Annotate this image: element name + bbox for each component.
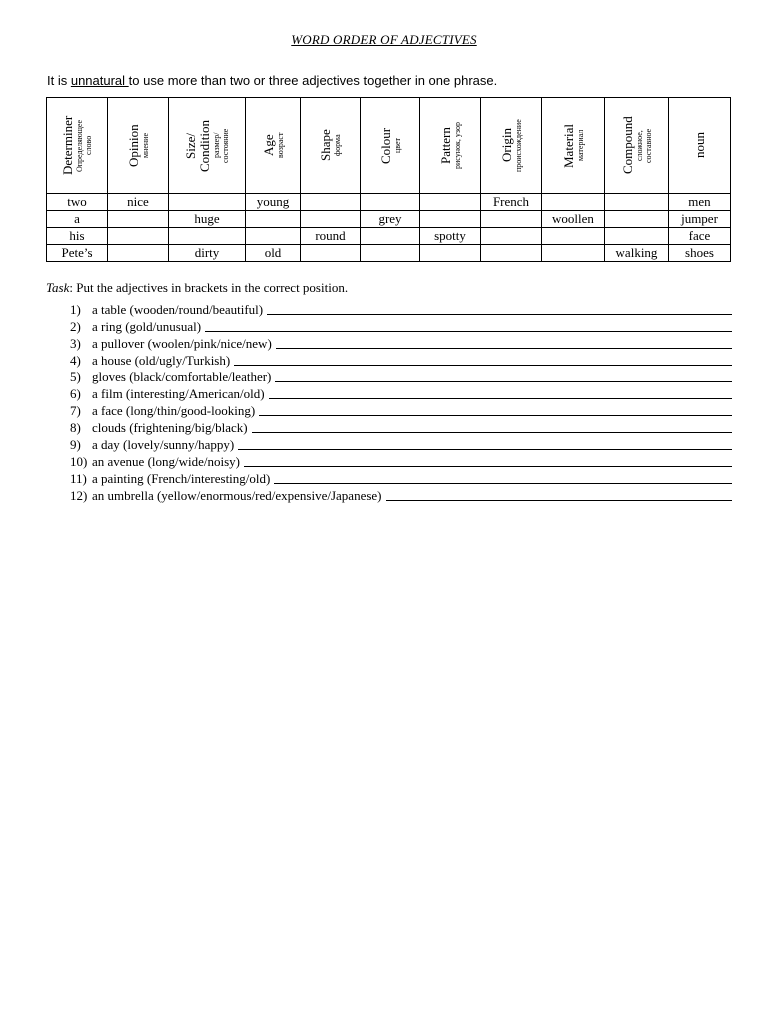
table-cell xyxy=(169,228,246,245)
exercise-text: a ring (gold/unusual) xyxy=(92,318,202,334)
answer-line[interactable] xyxy=(238,449,732,450)
exercise-number: 3) xyxy=(70,335,81,351)
answer-line[interactable] xyxy=(275,381,732,382)
header-russian: рисунок, узор xyxy=(452,122,462,170)
exercise-number: 6) xyxy=(70,386,81,402)
table-cell xyxy=(246,228,301,245)
exercise-item xyxy=(70,402,732,419)
table-cell: nice xyxy=(108,194,169,211)
table-cell xyxy=(361,194,420,211)
column-header xyxy=(361,98,420,194)
header-english: Shape xyxy=(318,129,333,162)
header-russian: форма xyxy=(333,134,342,157)
table-header-row xyxy=(47,98,731,194)
exercise-text: gloves (black/comfortable/leather) xyxy=(92,369,272,385)
column-header-label xyxy=(379,100,402,191)
column-header-label xyxy=(562,100,585,191)
column-header xyxy=(108,98,169,194)
intro-underlined: unnatural xyxy=(70,73,129,88)
column-header-label xyxy=(319,100,342,191)
column-header xyxy=(542,98,605,194)
exercise-item xyxy=(70,369,732,386)
table-cell xyxy=(605,211,669,228)
exercise-number: 1) xyxy=(70,301,81,317)
exercise-text: an avenue (long/wide/noisy) xyxy=(92,453,241,469)
exercise-list xyxy=(70,301,732,504)
task-label: Task xyxy=(46,280,70,295)
table-cell xyxy=(605,228,669,245)
header-english: Size/ Condition xyxy=(183,119,212,172)
table-cell xyxy=(542,245,605,262)
header-russian: происхождение xyxy=(513,119,523,172)
table-cell: jumper xyxy=(669,211,731,228)
exercise-text: an umbrella (yellow/enormous/red/expensive/Japanese) xyxy=(92,487,382,503)
task-instruction xyxy=(46,280,348,296)
intro-before: It is xyxy=(47,73,71,88)
answer-line[interactable] xyxy=(276,348,732,349)
table-cell: face xyxy=(669,228,731,245)
table-cell: young xyxy=(246,194,301,211)
table-cell xyxy=(481,228,542,245)
exercise-item xyxy=(70,487,732,504)
intro-after: to use more than two or three adjectives together in one phrase. xyxy=(128,73,498,88)
header-english: noun xyxy=(691,132,707,159)
table-cell: dirty xyxy=(169,245,246,262)
table-cell: grey xyxy=(361,211,420,228)
header-russian: мнение xyxy=(140,133,150,159)
table-cell xyxy=(169,194,246,211)
exercise-item xyxy=(70,301,732,318)
exercise-number: 4) xyxy=(70,352,81,368)
table-cell xyxy=(605,194,669,211)
column-header xyxy=(481,98,542,194)
table-cell: spotty xyxy=(420,228,481,245)
exercise-item xyxy=(70,385,732,402)
adjective-order-table xyxy=(46,97,731,262)
exercise-item xyxy=(70,453,732,470)
column-header-label xyxy=(184,100,230,191)
header-russian: материал xyxy=(575,129,585,162)
table-cell xyxy=(420,211,481,228)
column-header-label xyxy=(500,100,523,191)
header-russian: сложное, составное xyxy=(634,128,653,163)
table-cell: French xyxy=(481,194,542,211)
column-header xyxy=(669,98,731,194)
header-russian: возраст xyxy=(275,132,285,159)
table-row xyxy=(47,245,731,262)
column-header-label xyxy=(127,100,150,191)
answer-line[interactable] xyxy=(267,314,732,315)
table-cell: huge xyxy=(169,211,246,228)
exercise-number: 2) xyxy=(70,318,81,334)
exercise-number: 8) xyxy=(70,420,81,436)
answer-line[interactable] xyxy=(205,331,732,332)
header-english: Compound xyxy=(619,116,635,175)
table-cell xyxy=(246,211,301,228)
exercise-text: clouds (frightening/big/black) xyxy=(92,420,248,436)
header-english: Pattern xyxy=(437,127,453,164)
answer-line[interactable] xyxy=(386,500,732,501)
table-cell xyxy=(108,245,169,262)
table-cell: walking xyxy=(605,245,669,262)
header-english: Opinion xyxy=(125,124,141,167)
table-row xyxy=(47,228,731,245)
header-english: Origin xyxy=(498,128,514,163)
table-cell: two xyxy=(47,194,108,211)
answer-line[interactable] xyxy=(269,398,732,399)
table-cell xyxy=(301,245,361,262)
exercise-text: a pullover (woolen/pink/nice/new) xyxy=(92,335,272,351)
table-cell xyxy=(361,228,420,245)
answer-line[interactable] xyxy=(252,432,732,433)
table-cell xyxy=(420,245,481,262)
header-russian: цвет xyxy=(392,137,402,154)
answer-line[interactable] xyxy=(244,466,732,467)
table-cell xyxy=(108,211,169,228)
exercise-number: 10) xyxy=(70,453,88,469)
answer-line[interactable] xyxy=(274,483,732,484)
exercise-item xyxy=(70,436,732,453)
answer-line[interactable] xyxy=(259,415,732,416)
table-cell: men xyxy=(669,194,731,211)
page-title: WORD ORDER OF ADJECTIVES xyxy=(291,32,477,47)
header-russian: Определяющее слово xyxy=(75,119,93,172)
exercise-item xyxy=(70,419,732,436)
exercise-item xyxy=(70,335,732,352)
exercise-text: a film (interesting/American/old) xyxy=(92,386,265,402)
table-cell xyxy=(481,245,542,262)
exercise-item xyxy=(70,352,732,369)
column-header xyxy=(420,98,481,194)
table-cell: round xyxy=(301,228,361,245)
table-cell: his xyxy=(47,228,108,245)
table-cell xyxy=(481,211,542,228)
intro-sentence xyxy=(47,73,497,88)
exercise-number: 7) xyxy=(70,403,81,419)
exercise-text: a day (lovely/sunny/happy) xyxy=(92,437,235,453)
task-text: : Put the adjectives in brackets in the correct position. xyxy=(69,280,349,295)
table-cell xyxy=(542,194,605,211)
header-english: Age xyxy=(260,134,276,157)
column-header-label xyxy=(439,100,462,191)
exercise-item xyxy=(70,470,732,487)
table-cell: shoes xyxy=(669,245,731,262)
answer-line[interactable] xyxy=(234,365,732,366)
exercise-text: a house (old/ugly/Turkish) xyxy=(92,352,231,368)
exercise-number: 12) xyxy=(70,487,88,503)
table-cell xyxy=(301,211,361,228)
table-cell: Pete’s xyxy=(47,245,108,262)
column-header xyxy=(301,98,361,194)
exercise-number: 9) xyxy=(70,437,81,453)
exercise-item xyxy=(70,318,732,335)
header-english: Colour xyxy=(377,127,393,164)
table-row xyxy=(47,194,731,211)
exercise-number: 5) xyxy=(70,369,81,385)
column-header xyxy=(169,98,246,194)
header-russian: размер/ состояние xyxy=(212,128,230,163)
table-cell xyxy=(301,194,361,211)
column-header xyxy=(605,98,669,194)
column-header xyxy=(47,98,108,194)
table-cell: old xyxy=(246,245,301,262)
table-cell: a xyxy=(47,211,108,228)
exercise-text: a painting (French/interesting/old) xyxy=(92,470,271,486)
column-header-label xyxy=(621,100,653,191)
table-cell xyxy=(542,228,605,245)
header-english: Determiner xyxy=(60,115,75,176)
table-cell xyxy=(361,245,420,262)
exercise-number: 11) xyxy=(70,470,87,486)
table-cell: woollen xyxy=(542,211,605,228)
column-header xyxy=(246,98,301,194)
table-cell xyxy=(108,228,169,245)
header-english: Material xyxy=(560,123,576,168)
table-row xyxy=(47,211,731,228)
column-header-label xyxy=(262,100,285,191)
column-header-label xyxy=(61,100,93,191)
exercise-text: a table (wooden/round/beautiful) xyxy=(92,301,264,317)
exercise-text: a face (long/thin/good-looking) xyxy=(92,403,256,419)
table-cell xyxy=(420,194,481,211)
column-header-label xyxy=(693,100,707,191)
